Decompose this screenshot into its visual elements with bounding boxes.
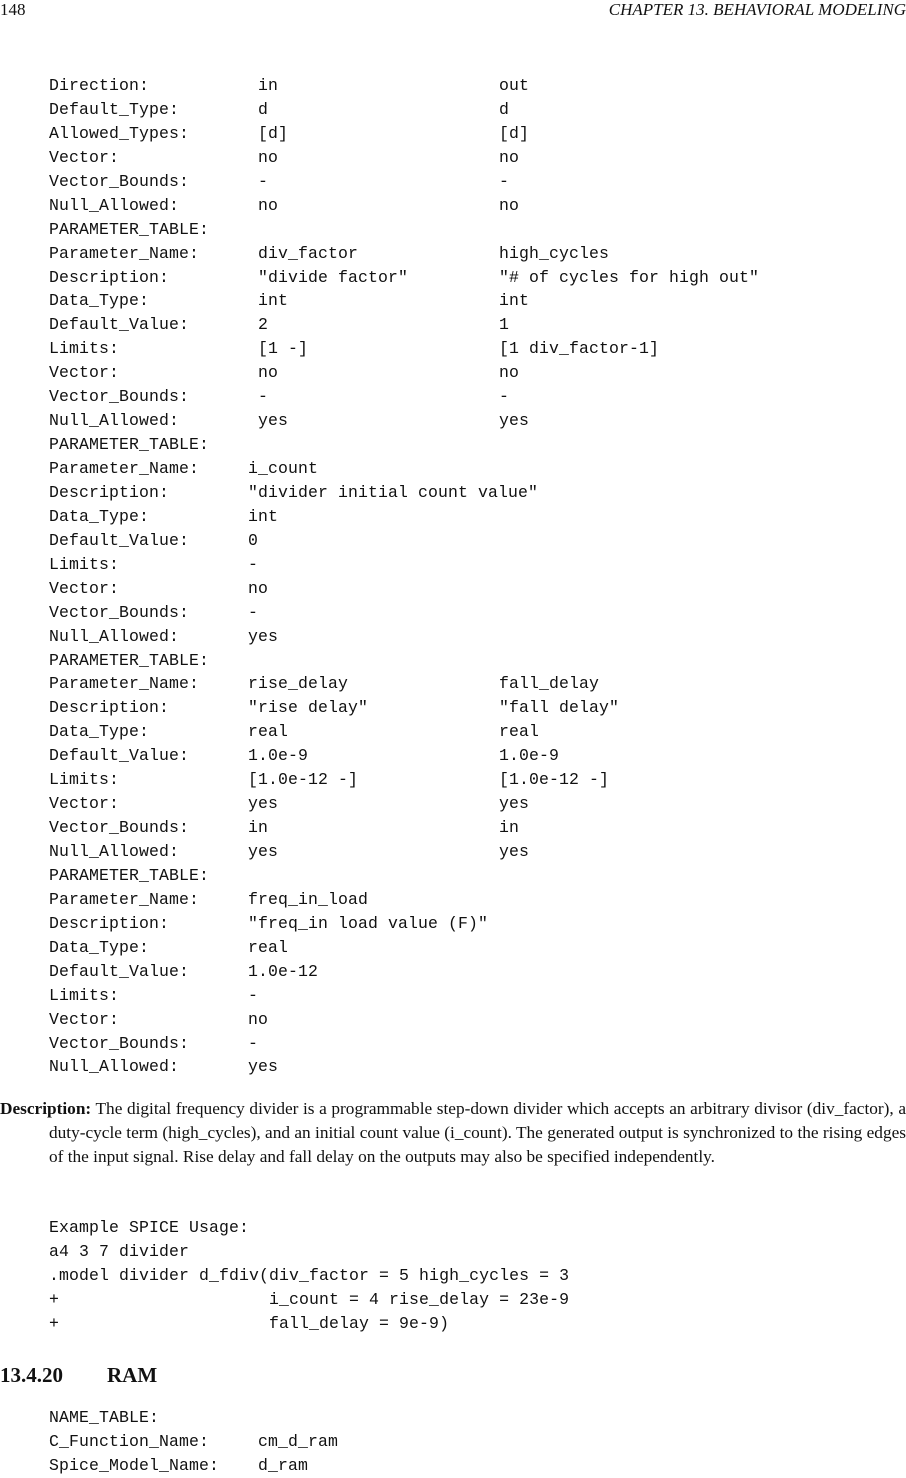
field-name: Null_Allowed: — [49, 1057, 180, 1077]
field-value-2: - — [499, 387, 510, 407]
field-name: Vector_Bounds: — [49, 171, 190, 191]
field-value: i_count — [248, 459, 319, 478]
page-number: 148 — [0, 0, 26, 19]
field-name: Vector_Bounds: — [49, 387, 190, 407]
code-text: Example SPICE Usage: — [49, 1218, 250, 1237]
chapter-title: CHAPTER 13. BEHAVIORAL MODELING — [608, 0, 906, 19]
field-value: "freq_in load value (F)" — [248, 913, 489, 933]
field-name: PARAMETER_TABLE: — [49, 650, 210, 670]
field-value-2: - — [499, 171, 510, 191]
field-value: int — [248, 506, 279, 526]
field-value: no — [248, 578, 269, 598]
field-name: Default_Value: — [49, 961, 190, 981]
field-name: Vector: — [49, 1009, 120, 1029]
field-value-2: yes — [499, 411, 530, 431]
field-value: no — [248, 1009, 269, 1029]
field-value-2: no — [499, 195, 520, 215]
field-value: yes — [248, 626, 279, 646]
field-value-2: no — [499, 147, 520, 167]
field-value: 2 — [258, 315, 269, 335]
field-name: NAME_TABLE: — [49, 1408, 160, 1427]
field-name: Null_Allowed: — [49, 195, 180, 215]
field-value: rise_delay — [248, 674, 349, 694]
field-name: Data_Type: — [49, 937, 150, 957]
field-value: yes — [248, 1057, 279, 1077]
field-value: - — [248, 602, 259, 622]
field-value: freq_in_load — [248, 889, 369, 909]
field-value-2: "# of cycles for high out" — [499, 267, 760, 287]
field-value-2: int — [499, 291, 530, 311]
field-name: Vector: — [49, 794, 120, 814]
field-name: Description: — [49, 913, 170, 933]
code-text: a4 3 7 divider — [49, 1242, 190, 1261]
field-value: - — [258, 387, 269, 407]
code-text: + i_count = 4 rise_delay = 23e-9 — [49, 1290, 570, 1309]
field-name: Data_Type: — [49, 722, 150, 742]
field-name: Description: — [49, 267, 170, 287]
field-name: Null_Allowed: — [49, 626, 180, 646]
field-name: Direction: — [49, 76, 150, 95]
field-value: cm_d_ram — [258, 1432, 339, 1451]
field-name: Null_Allowed: — [49, 411, 180, 431]
field-name: PARAMETER_TABLE: — [49, 865, 210, 885]
section-number: 13.4.20 — [0, 1363, 63, 1387]
field-value: yes — [248, 794, 279, 814]
field-value: d_ram — [258, 1456, 309, 1475]
field-name: Data_Type: — [49, 506, 150, 526]
description-block — [0, 1097, 906, 1169]
field-value: 0 — [248, 530, 259, 550]
field-name: Spice_Model_Name: — [49, 1456, 220, 1475]
field-value: "divide factor" — [258, 267, 409, 287]
section-title: RAM — [107, 1363, 158, 1387]
field-value: real — [248, 937, 289, 957]
field-value: yes — [248, 842, 279, 861]
field-value: [1 -] — [258, 339, 309, 359]
field-value: 1.0e-9 — [248, 746, 309, 766]
field-value-2: 1 — [499, 315, 510, 335]
field-value-2: "fall delay" — [499, 698, 620, 718]
field-name: Default_Value: — [49, 746, 190, 766]
field-value: int — [258, 291, 289, 311]
field-name: Limits: — [49, 985, 120, 1005]
code-text: + fall_delay = 9e-9) — [49, 1314, 450, 1333]
field-value-2: [1.0e-12 -] — [499, 770, 610, 790]
field-value-2: [d] — [499, 123, 530, 143]
field-value-2: high_cycles — [499, 243, 610, 263]
field-value-2: [1 div_factor-1] — [499, 339, 660, 359]
description-label: Description: — [0, 1099, 92, 1118]
field-value: d — [258, 99, 269, 119]
field-name: Vector: — [49, 363, 120, 383]
field-name: C_Function_Name: — [49, 1432, 210, 1451]
field-value-2: d — [499, 99, 510, 119]
field-name: Description: — [49, 698, 170, 718]
field-name: PARAMETER_TABLE: — [49, 219, 210, 239]
field-name: Description: — [49, 482, 170, 502]
field-value: div_factor — [258, 243, 359, 263]
field-value: no — [258, 195, 279, 215]
field-value: no — [258, 147, 279, 167]
field-value: in — [258, 76, 279, 95]
field-name: Vector: — [49, 578, 120, 598]
field-value-2: no — [499, 363, 520, 383]
field-name: Vector: — [49, 147, 120, 167]
field-name: Default_Value: — [49, 315, 190, 335]
field-value: - — [248, 985, 259, 1005]
field-value-2: in — [499, 818, 520, 838]
field-name: Null_Allowed: — [49, 842, 180, 861]
field-name: Limits: — [49, 554, 120, 574]
field-name: Parameter_Name: — [49, 243, 200, 263]
field-name: Allowed_Types: — [49, 123, 190, 143]
field-value: yes — [258, 411, 289, 431]
field-value-2: out — [499, 76, 530, 95]
field-name: Vector_Bounds: — [49, 818, 190, 838]
field-value: [d] — [258, 123, 289, 143]
field-value-2: yes — [499, 842, 530, 861]
field-value-2: 1.0e-9 — [499, 746, 560, 766]
field-value: "divider initial count value" — [248, 482, 539, 502]
field-value: real — [248, 722, 289, 742]
field-value: - — [258, 171, 269, 191]
field-name: Default_Value: — [49, 530, 190, 550]
field-value: in — [248, 818, 269, 838]
field-value-2: yes — [499, 794, 530, 814]
field-name: Default_Type: — [49, 99, 180, 119]
field-name: Vector_Bounds: — [49, 602, 190, 622]
field-value: no — [258, 363, 279, 383]
field-name: Limits: — [49, 770, 120, 790]
field-name: Vector_Bounds: — [49, 1033, 190, 1053]
field-value-2: fall_delay — [499, 674, 600, 694]
field-name: Parameter_Name: — [49, 459, 200, 478]
field-name: Limits: — [49, 339, 120, 359]
field-value: [1.0e-12 -] — [248, 770, 359, 790]
description-text: The digital frequency divider is a programmable step-down divider which accepts an arbitrary divisor (div_factor), a duty-cycle term (high_cycles), and an initial count value (i_count). The generated output is synchronized to the rising edges of the input signal. Rise delay and fall delay on the outputs may also be specified independently. — [49, 1099, 906, 1166]
field-name: Data_Type: — [49, 291, 150, 311]
section-heading — [0, 1363, 157, 1388]
field-value: "rise delay" — [248, 698, 369, 718]
field-name: PARAMETER_TABLE: — [49, 435, 210, 455]
field-name: Parameter_Name: — [49, 674, 200, 694]
field-value: - — [248, 1033, 259, 1053]
field-value: - — [248, 554, 259, 574]
field-name: Parameter_Name: — [49, 889, 200, 909]
field-value: 1.0e-12 — [248, 961, 319, 981]
field-value-2: real — [499, 722, 540, 742]
code-text: .model divider d_fdiv(div_factor = 5 high_cycles = 3 — [49, 1266, 570, 1285]
